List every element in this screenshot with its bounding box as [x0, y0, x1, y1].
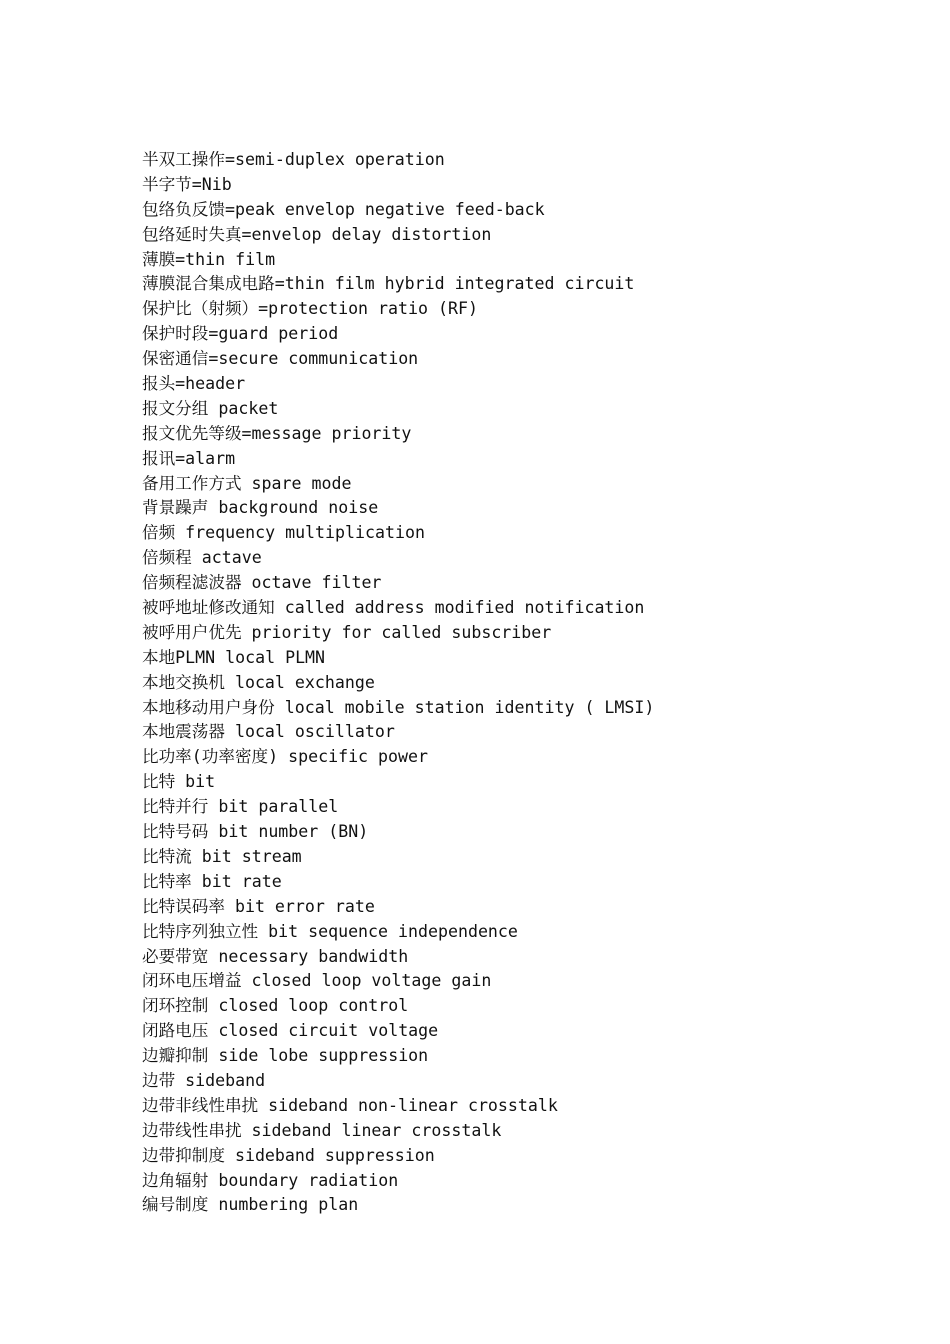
- glossary-entry: 比特并行 bit parallel: [142, 797, 339, 817]
- glossary-entry: 比特序列独立性 bit sequence independence: [142, 921, 518, 941]
- glossary-entry: 闭环控制 closed loop control: [142, 996, 409, 1016]
- glossary-entry: 倍频 frequency multiplication: [142, 523, 425, 543]
- glossary-entry: 薄膜混合集成电路=thin film hybrid integrated circuit: [142, 274, 635, 294]
- glossary-entry: 保护比（射频）=protection ratio (RF): [142, 299, 478, 319]
- glossary-entry: 被呼用户优先 priority for called subscriber: [142, 622, 552, 642]
- glossary-entry: 备用工作方式 spare mode: [142, 473, 352, 493]
- glossary-entry: 本地移动用户身份 local mobile station identity ( LMSI): [142, 697, 655, 717]
- glossary-entry: 边带线性串扰 sideband linear crosstalk: [142, 1120, 502, 1140]
- glossary-entry: 被呼地址修改通知 called address modified notification: [142, 598, 645, 618]
- glossary-entry: 背景躁声 background noise: [142, 498, 379, 518]
- glossary-entry: 边瓣抑制 side lobe suppression: [142, 1046, 429, 1066]
- glossary-list: [142, 148, 654, 1218]
- glossary-entry: 报文优先等级=message priority: [142, 423, 412, 443]
- glossary-entry: 包络延时失真=envelop delay distortion: [142, 224, 492, 244]
- glossary-entry: 比功率(功率密度) specific power: [142, 747, 428, 767]
- glossary-entry: 半双工操作=semi-duplex operation: [142, 150, 445, 169]
- glossary-entry: 倍频程 actave: [142, 548, 262, 568]
- glossary-entry: 比特率 bit rate: [142, 871, 282, 891]
- glossary-entry: 报头=header: [142, 374, 246, 394]
- glossary-entry: 边带非线性串扰 sideband non-linear crosstalk: [142, 1095, 558, 1115]
- glossary-entry: 边带 sideband: [142, 1070, 266, 1090]
- glossary-entry: 报文分组 packet: [142, 398, 279, 418]
- glossary-entry: 闭环电压增益 closed loop voltage gain: [142, 971, 492, 991]
- glossary-entry: 边角辐射 boundary radiation: [142, 1170, 399, 1190]
- glossary-entry: 本地震荡器 local oscillator: [142, 722, 395, 742]
- glossary-entry: 本地交换机 local exchange: [142, 672, 375, 692]
- glossary-entry: 比特流 bit stream: [142, 846, 302, 866]
- glossary-entry: 编号制度 numbering plan: [142, 1195, 359, 1215]
- glossary-entry: 半字节=Nib: [142, 174, 232, 194]
- glossary-entry: 保护时段=guard period: [142, 324, 339, 344]
- glossary-entry: 边带抑制度 sideband suppression: [142, 1145, 435, 1165]
- glossary-entry: 倍频程滤波器 octave filter: [142, 573, 382, 593]
- glossary-entry: 比特号码 bit number (BN): [142, 822, 369, 842]
- glossary-entry: 必要带宽 necessary bandwidth: [142, 946, 409, 966]
- glossary-entry: 保密通信=secure communication: [142, 349, 419, 369]
- glossary-entry: 比特 bit: [142, 772, 216, 792]
- glossary-entry: 薄膜=thin film: [142, 249, 276, 269]
- glossary-entry: 闭路电压 closed circuit voltage: [142, 1021, 439, 1041]
- glossary-entry: 比特误码率 bit error rate: [142, 896, 375, 916]
- glossary-entry: 报讯=alarm: [142, 448, 236, 468]
- glossary-entry: 本地PLMN local PLMN: [142, 647, 326, 667]
- glossary-entry: 包络负反馈=peak envelop negative feed-back: [142, 199, 545, 219]
